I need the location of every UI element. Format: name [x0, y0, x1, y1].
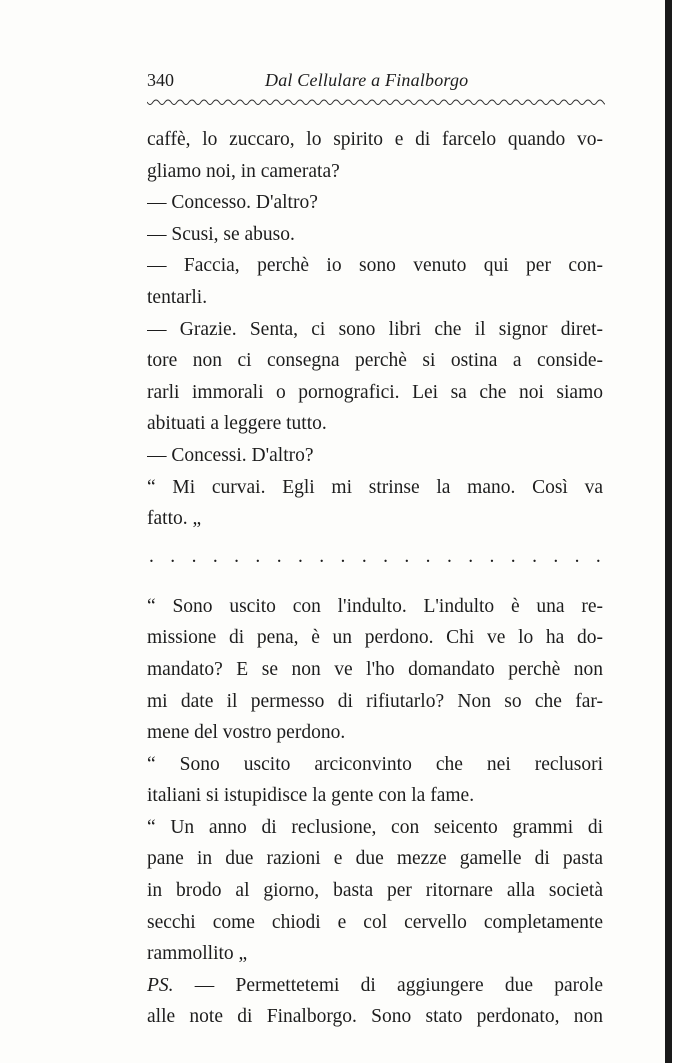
- wavy-rule-ornament: [147, 98, 605, 110]
- leader-dot: .: [191, 545, 197, 567]
- text-line: — Scusi, se abuso.: [147, 223, 295, 245]
- leader-dot: .: [340, 545, 346, 567]
- book-spine-shadow: [665, 0, 672, 1063]
- leader-dot: .: [425, 545, 431, 567]
- leader-dot: .: [297, 545, 303, 567]
- text-line: — Faccia, perchè io sono venuto qui per con-: [147, 255, 603, 277]
- leader-dot: .: [553, 545, 559, 567]
- bottom-paragraphs: [147, 591, 603, 970]
- leader-dot: .: [149, 545, 154, 567]
- ps-text: — Permettetemi di aggiungere due parole: [194, 974, 603, 996]
- page-header: [147, 70, 605, 98]
- text-line: mi date il permesso di rifiutarlo? Non so che far-: [147, 690, 603, 712]
- text-line: “ Sono uscito con l'indulto. L'indulto è una re-: [147, 595, 603, 617]
- text-line: “ Mi curvai. Egli mi strinse la mano. Così va: [147, 476, 603, 498]
- text-line: mandato? E se non ve l'ho domandato perchè non: [147, 658, 603, 680]
- text-line: rarli immorali o pornografici. Lei sa che noi siamo: [147, 381, 603, 403]
- text-line: mene del vostro perdono.: [147, 722, 346, 744]
- leader-dot: .: [319, 545, 325, 567]
- leader-dot: .: [234, 545, 239, 567]
- leader-dot: .: [510, 545, 516, 567]
- text-line: “ Sono uscito arciconvinto che nei reclusori: [147, 753, 603, 775]
- top-paragraphs: [147, 124, 603, 535]
- leader-dot: .: [170, 545, 176, 567]
- text-line: — Concessi. D'altro?: [147, 444, 314, 466]
- text-line: secchi come chiodi e col cervello completamente: [147, 911, 603, 933]
- ps-line: [147, 970, 603, 1002]
- text-line: “ Un anno di reclusione, con seicento grammi di: [147, 816, 603, 838]
- text-line: tore non ci consegna perchè si ostina a conside-: [147, 350, 603, 372]
- text-line: — Concesso. D'altro?: [147, 192, 318, 214]
- leader-dot: .: [212, 545, 218, 567]
- leader-dot: .: [574, 545, 580, 567]
- leader-dot: .: [595, 545, 601, 567]
- leader-dot: .: [383, 545, 388, 567]
- ps-line-2: alle note di Finalborgo. Sono stato perdonato, non: [147, 1006, 603, 1028]
- leader-dot: .: [446, 545, 452, 567]
- leader-dot: .: [468, 545, 474, 567]
- dot-leader-separator: [147, 547, 603, 567]
- text-line: abituati a leggere tutto.: [147, 413, 327, 435]
- text-line: italiani si istupidisce la gente con la fame.: [147, 785, 475, 807]
- text-line: in brodo al giorno, basta per ritornare alla società: [147, 880, 603, 902]
- page-number: 340: [147, 70, 174, 90]
- text-line: gliamo noi, in camerata?: [147, 160, 340, 182]
- text-line: — Grazie. Senta, ci sono libri che il signor diret-: [147, 318, 603, 340]
- text-line: caffè, lo zuccaro, lo spirito e di farcelo quando vo-: [147, 129, 603, 150]
- body-text: [147, 124, 603, 1033]
- leader-dot: .: [361, 545, 367, 567]
- leader-dot: .: [255, 545, 261, 567]
- text-line: missione di pena, è un perdono. Chi ve lo ha do-: [147, 627, 603, 649]
- text-line: pane in due razioni e due mezze gamelle di pasta: [147, 848, 603, 870]
- text-line: tentarli.: [147, 286, 208, 308]
- leader-dot: .: [276, 545, 282, 567]
- text-line: fatto. „: [147, 508, 202, 530]
- leader-dot: .: [489, 545, 495, 567]
- ps-label: PS.: [147, 974, 174, 996]
- leader-dot: .: [404, 545, 410, 567]
- leader-dot: .: [532, 545, 537, 567]
- text-line: rammollito „: [147, 943, 248, 965]
- running-title: Dal Cellulare a Finalborgo: [265, 70, 469, 90]
